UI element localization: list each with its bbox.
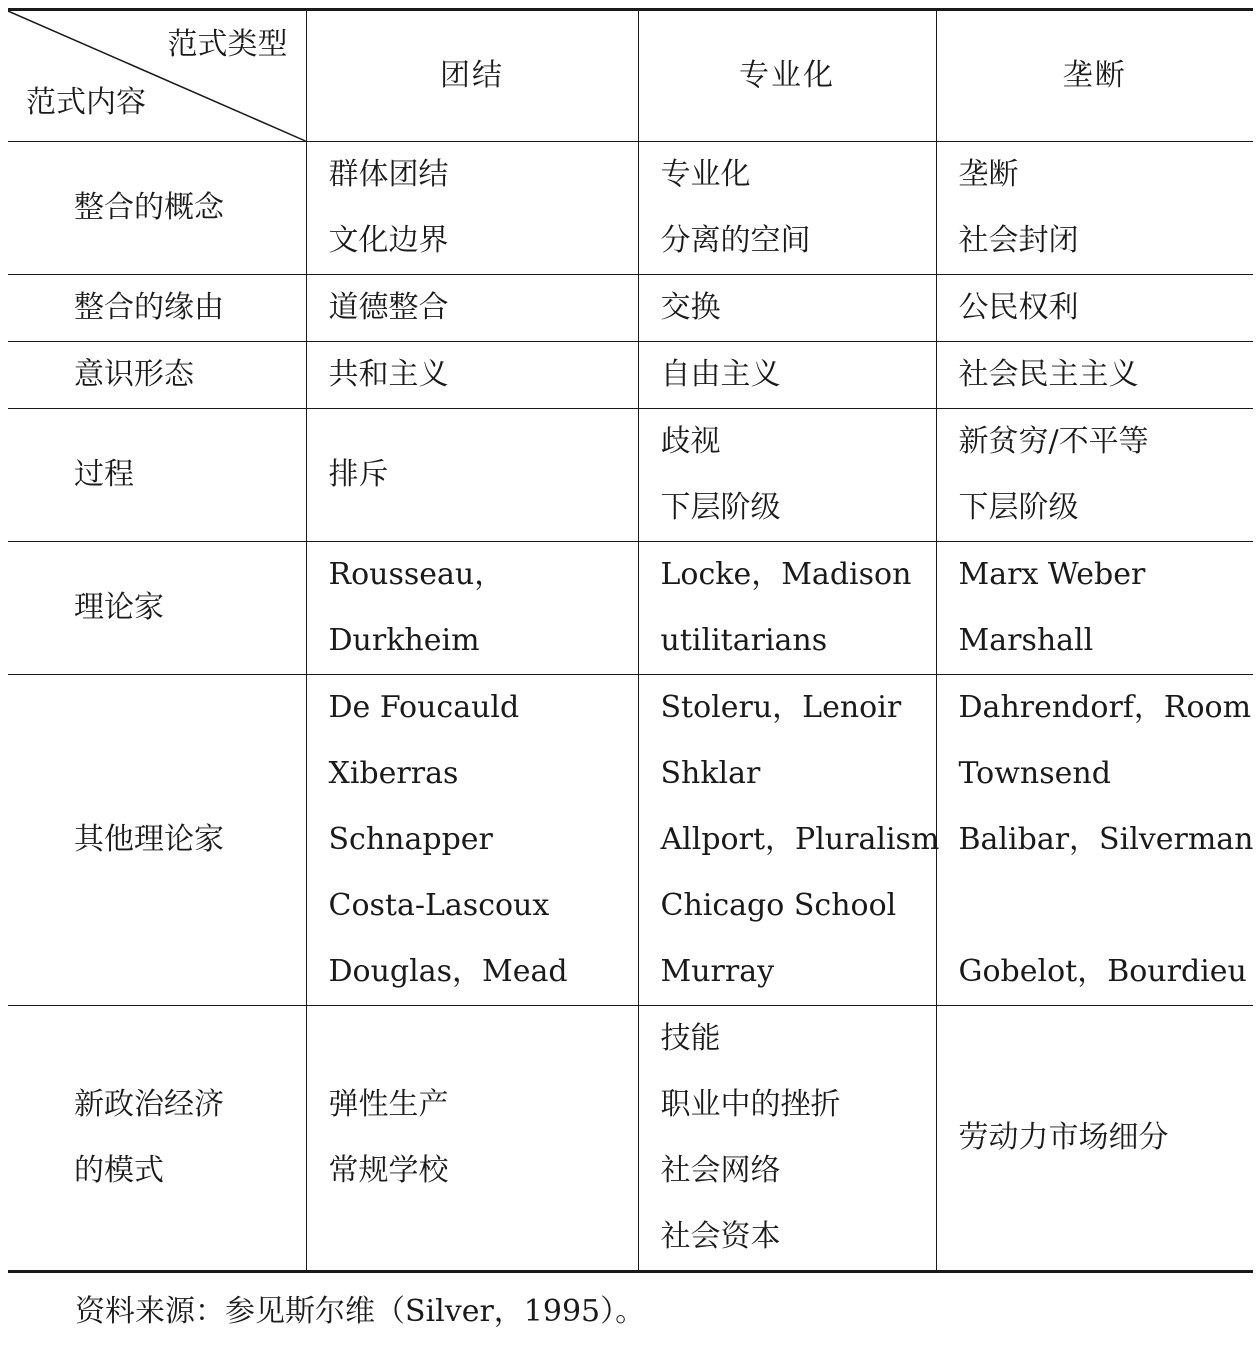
row-label-text: 过程 — [74, 457, 134, 492]
table-cell-solidarity — [306, 342, 638, 409]
row-label-text: 整合的概念 — [74, 190, 224, 225]
cell-line: 群体团结 — [328, 157, 449, 192]
cell-line: Gobelot，Bourdieu — [958, 954, 1247, 989]
corner-cell — [8, 10, 306, 142]
cell-line: 道德整合 — [328, 290, 449, 325]
column-header-monopoly: 垄断 — [936, 10, 1253, 142]
cell-line: 交换 — [660, 290, 721, 325]
cell-line: 分离的空间 — [660, 223, 811, 258]
cell-line: Locke，Madison — [660, 557, 912, 592]
table-cell-specialization — [638, 275, 936, 342]
paradigm-table — [8, 8, 1253, 1273]
table-cell-monopoly — [936, 542, 1253, 675]
table-cell-specialization — [638, 1006, 936, 1272]
row-label-text: 理论家 — [74, 590, 164, 625]
table-cell-specialization — [638, 675, 940, 1006]
table-cell-solidarity — [306, 1006, 638, 1272]
cell-line: Marshall — [958, 623, 1094, 658]
table-row-process — [8, 409, 1253, 542]
cell-line: Stoleru，Lenoir — [660, 690, 902, 725]
table-cell-solidarity — [306, 275, 638, 342]
cell-line: 下层阶级 — [660, 490, 781, 525]
corner-label-type: 范式类型 — [167, 27, 288, 62]
row-label — [8, 142, 306, 275]
table-cell-monopoly — [936, 409, 1253, 542]
table-cell-monopoly — [936, 342, 1253, 409]
cell-line: 技能 — [660, 1021, 721, 1056]
cell-line: 社会封闭 — [958, 223, 1079, 258]
table-row-theorists — [8, 542, 1253, 675]
row-label-line: 的模式 — [74, 1153, 164, 1188]
cell-line: 社会资本 — [660, 1219, 781, 1254]
table-row-integration-reason — [8, 275, 1253, 342]
table-cell-solidarity — [306, 142, 638, 275]
cell-line: Rousseau， — [328, 557, 505, 592]
column-header-solidarity: 团结 — [306, 10, 638, 142]
column-header-specialization: 专业化 — [638, 10, 936, 142]
row-label — [8, 275, 306, 342]
cell-line: Dahrendorf，Room — [958, 690, 1252, 725]
table-cell-specialization — [638, 542, 936, 675]
cell-line: Xiberras — [328, 756, 459, 791]
cell-line: Balibar，Silverman — [958, 822, 1254, 857]
cell-line: 下层阶级 — [958, 490, 1079, 525]
cell-line: Murray — [660, 954, 775, 989]
cell-line: 文化边界 — [328, 223, 449, 258]
cell-line: 弹性生产 — [328, 1087, 449, 1122]
table-cell-monopoly — [936, 142, 1253, 275]
cell-line: Schnapper — [328, 822, 493, 857]
table-cell-specialization — [638, 342, 936, 409]
cell-line: 公民权利 — [958, 290, 1079, 325]
table-cell-specialization — [638, 409, 936, 542]
cell-line: 劳动力市场细分 — [958, 1120, 1169, 1155]
cell-line: 专业化 — [660, 157, 751, 192]
cell-line: Townsend — [958, 756, 1111, 791]
row-label — [8, 409, 306, 542]
table-row-new-political-economy-model — [8, 1006, 1253, 1272]
row-label-line: 新政治经济 — [74, 1087, 224, 1122]
table-cell-specialization — [638, 142, 936, 275]
cell-line: 社会民主主义 — [958, 357, 1139, 392]
table-cell-monopoly — [936, 1006, 1253, 1272]
cell-line: Douglas，Mead — [328, 954, 568, 989]
table-row-other-theorists — [8, 675, 1253, 1006]
cell-line: 排斥 — [328, 457, 389, 492]
table-cell-monopoly — [936, 275, 1253, 342]
cell-line: Durkheim — [328, 623, 480, 658]
cell-line: 常规学校 — [328, 1153, 449, 1188]
cell-line: Allport，Pluralism — [660, 822, 940, 857]
table-cell-solidarity — [306, 542, 638, 675]
table-cell-solidarity — [306, 409, 638, 542]
row-label — [8, 1006, 306, 1272]
cell-line: utilitarians — [660, 623, 828, 658]
row-label — [8, 342, 306, 409]
cell-line: 社会网络 — [660, 1153, 781, 1188]
cell-line: 职业中的挫折 — [660, 1087, 841, 1122]
row-label-text: 意识形态 — [74, 357, 194, 392]
corner-label-content: 范式内容 — [26, 85, 146, 120]
source-note: 资料来源：参见斯尔维（Silver，1995）。 — [75, 1294, 646, 1329]
table-row-ideology — [8, 342, 1253, 409]
table-cell-monopoly — [936, 675, 1253, 1006]
row-label-text: 整合的缘由 — [74, 290, 224, 325]
cell-line: Shklar — [660, 756, 761, 791]
cell-line: Chicago School — [660, 888, 897, 923]
table-cell-solidarity — [306, 675, 638, 1006]
table-row-integration-concept — [8, 142, 1253, 275]
row-label — [8, 675, 306, 1006]
cell-line: 共和主义 — [328, 357, 449, 392]
row-label — [8, 542, 306, 675]
cell-line: Costa-Lascoux — [328, 888, 550, 923]
cell-line — [959, 873, 1254, 939]
cell-line: De Foucauld — [328, 690, 520, 725]
cell-line: 歧视 — [660, 424, 721, 459]
row-label-text: 其他理论家 — [74, 822, 224, 857]
cell-line: 自由主义 — [660, 357, 781, 392]
cell-line: 新贫穷/不平等 — [958, 424, 1149, 459]
cell-line: Marx Weber — [958, 557, 1146, 592]
cell-line: 垄断 — [958, 157, 1019, 192]
table-header-row — [8, 10, 1253, 142]
